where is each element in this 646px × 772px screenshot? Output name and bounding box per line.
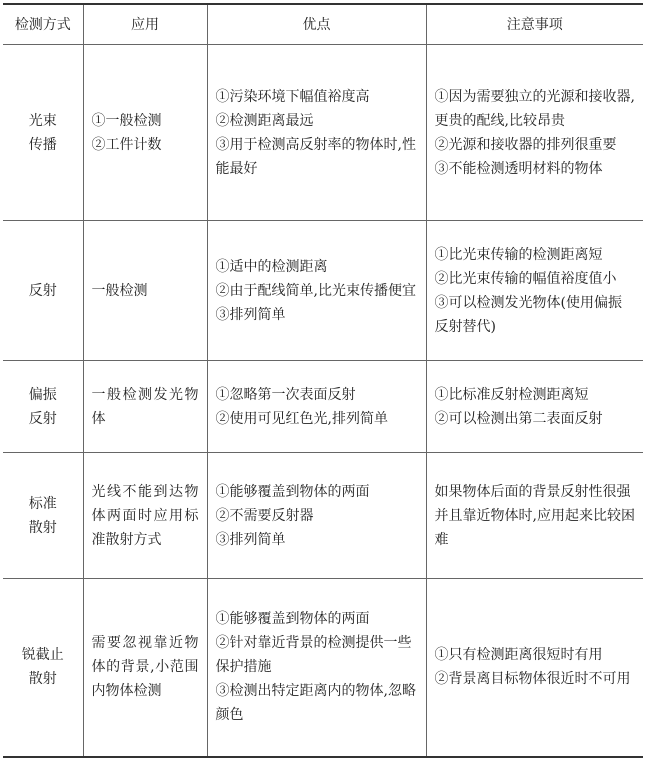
method-line: 散射 — [28, 519, 57, 536]
notes-cell — [426, 221, 643, 361]
application-cell — [83, 453, 207, 579]
note-item: ③不能检测透明材料的物体 — [434, 160, 603, 177]
method-line: 传播 — [28, 136, 57, 153]
method-line: 反射 — [28, 282, 57, 299]
table-row — [3, 579, 643, 757]
advantage-item: ①忽略第一次表面反射 — [215, 386, 356, 403]
application-line: ②工件计数 — [91, 136, 162, 153]
advantage-item: ①能够覆盖到物体的两面 — [215, 483, 370, 500]
note-item: ①比光束传输的检测距离短 — [434, 246, 603, 263]
notes-cell — [426, 579, 643, 757]
application-cell — [83, 221, 207, 361]
method-cell — [3, 221, 83, 361]
note-item: 如果物体后面的背景反射性很强并且靠近物体时,应用起来比较困难 — [434, 483, 635, 548]
table-row — [3, 221, 643, 361]
method-cell — [3, 45, 83, 221]
note-item: ②光源和接收器的排列很重要 — [434, 136, 617, 153]
advantages-cell — [207, 361, 426, 453]
advantage-item: ③检测出特定距离内的物体,忽略颜色 — [215, 683, 416, 724]
application-line: 需要忽视靠近物体的背景,小范围内物体检测 — [91, 635, 199, 700]
application-cell — [83, 361, 207, 453]
advantage-item: ①适中的检测距离 — [215, 258, 328, 275]
method-cell — [3, 453, 83, 579]
method-line: 标准 — [28, 495, 57, 512]
note-item: ①因为需要独立的光源和接收器,更贵的配线,比较昂贵 — [434, 88, 635, 129]
notes-cell — [426, 453, 643, 579]
notes-cell — [426, 45, 643, 221]
header-row — [3, 4, 643, 45]
header-method: 检测方式 — [3, 4, 83, 45]
advantage-item: ②检测距离最远 — [215, 112, 314, 129]
application-line: 光线不能到达物体两面时应用标准散射方式 — [91, 483, 199, 548]
note-item: ②背景离目标物体很近时不可用 — [434, 671, 631, 688]
notes-cell — [426, 361, 643, 453]
method-cell — [3, 361, 83, 453]
method-line: 光束 — [28, 112, 57, 129]
advantage-item: ③用于检测高反射率的物体时,性能最好 — [215, 136, 416, 177]
advantage-item: ①污染环境下幅值裕度高 — [215, 88, 370, 105]
header-notes: 注意事项 — [426, 4, 643, 45]
advantage-item: ②由于配线简单,比光束传播便宜 — [215, 282, 416, 299]
method-line: 散射 — [28, 671, 57, 688]
method-line: 反射 — [28, 410, 57, 427]
advantage-item: ②使用可见红色光,排列简单 — [215, 410, 388, 427]
advantages-cell — [207, 221, 426, 361]
application-line: 一般检测 — [91, 282, 148, 299]
application-cell — [83, 45, 207, 221]
table-row — [3, 45, 643, 221]
note-item: ①比标准反射检测距离短 — [434, 386, 589, 403]
table-row — [3, 453, 643, 579]
advantages-cell — [207, 579, 426, 757]
application-line: 一般检测发光物体 — [91, 386, 199, 427]
note-item: ③可以检测发光物体(使用偏振反射替代) — [434, 294, 622, 335]
advantages-cell — [207, 45, 426, 221]
advantage-item: ③排列简单 — [215, 306, 286, 323]
table-row — [3, 361, 643, 453]
header-application: 应用 — [83, 4, 207, 45]
application-line: ①一般检测 — [91, 112, 162, 129]
method-cell — [3, 579, 83, 757]
note-item: ②可以检测出第二表面反射 — [434, 410, 603, 427]
advantage-item: ②不需要反射器 — [215, 507, 314, 524]
advantage-item: ②针对靠近背景的检测提供一些保护措施 — [215, 635, 412, 676]
sensor-comparison-table — [3, 3, 643, 758]
advantages-cell — [207, 453, 426, 579]
advantage-item: ③排列简单 — [215, 531, 286, 548]
advantage-item: ①能够覆盖到物体的两面 — [215, 611, 370, 628]
method-line: 偏振 — [28, 386, 57, 403]
header-advantages: 优点 — [207, 4, 426, 45]
note-item: ②比光束传输的幅值裕度值小 — [434, 270, 617, 287]
application-cell — [83, 579, 207, 757]
method-line: 锐截止 — [21, 647, 64, 664]
note-item: ①只有检测距离很短时有用 — [434, 647, 603, 664]
